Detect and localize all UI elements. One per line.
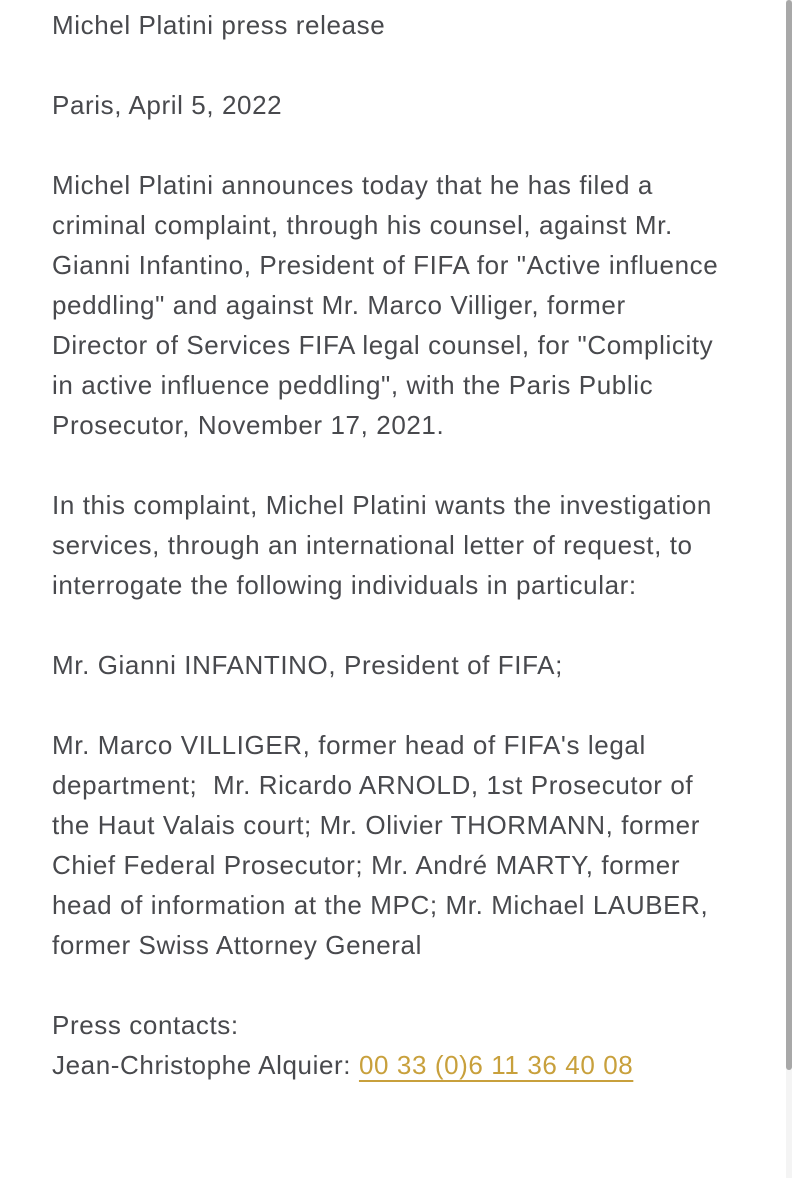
- text-line: peddling" and against Mr. Marco Villiger, former: [52, 290, 626, 320]
- contact-line-text: [52, 1045, 740, 1085]
- text-line: Michel Platini press release: [52, 10, 386, 40]
- phone-number-link[interactable]: 00 33 (0)6 11 36 40 08: [358, 1050, 634, 1080]
- text-line: in active influence peddling", with the Paris Public: [52, 370, 654, 400]
- text-line: Press contacts:: [52, 1010, 239, 1040]
- text-line: former Swiss Attorney General: [52, 930, 422, 960]
- document-paragraphs: [52, 5, 740, 1045]
- contact-name-label: Jean-Christophe Alquier:: [52, 1050, 359, 1080]
- press-release-document: [52, 5, 740, 1085]
- text-line: Chief Federal Prosecutor; Mr. André MARTY, former: [52, 850, 681, 880]
- text-line: Prosecutor, November 17, 2021.: [52, 410, 445, 440]
- text-line: Michel Platini announces today that he has filed a: [52, 170, 653, 200]
- scrollbar-thumb[interactable]: [786, 0, 792, 1070]
- text-line: the Haut Valais court; Mr. Olivier THORMANN, former: [52, 810, 700, 840]
- paragraph-complaint-announcement: [52, 165, 740, 445]
- paragraph-title: [52, 5, 740, 45]
- text-line: Director of Services FIFA legal counsel, for "Complicity: [52, 330, 714, 360]
- paragraph-investigation-request: [52, 485, 740, 605]
- paragraph-individual-infantino: [52, 645, 740, 685]
- text-line: Gianni Infantino, President of FIFA for "Active influence: [52, 250, 719, 280]
- paragraph-individuals-list: [52, 725, 740, 965]
- paragraph-dateline: [52, 85, 740, 125]
- text-line: department; Mr. Ricardo ARNOLD, 1st Prosecutor of: [52, 770, 694, 800]
- text-line: interrogate the following individuals in particular:: [52, 570, 637, 600]
- text-line: Mr. Marco VILLIGER, former head of FIFA's legal: [52, 730, 646, 760]
- paragraph-press-contacts-heading: [52, 1005, 740, 1045]
- text-line: services, through an international letter of request, to: [52, 530, 693, 560]
- text-line: Mr. Gianni INFANTINO, President of FIFA;: [52, 650, 563, 680]
- text-line: head of information at the MPC; Mr. Michael LAUBER,: [52, 890, 709, 920]
- text-line: Paris, April 5, 2022: [52, 90, 283, 120]
- contact-line: [52, 1045, 740, 1085]
- text-line: In this complaint, Michel Platini wants the investigation: [52, 490, 712, 520]
- text-line: criminal complaint, through his counsel, against Mr.: [52, 210, 673, 240]
